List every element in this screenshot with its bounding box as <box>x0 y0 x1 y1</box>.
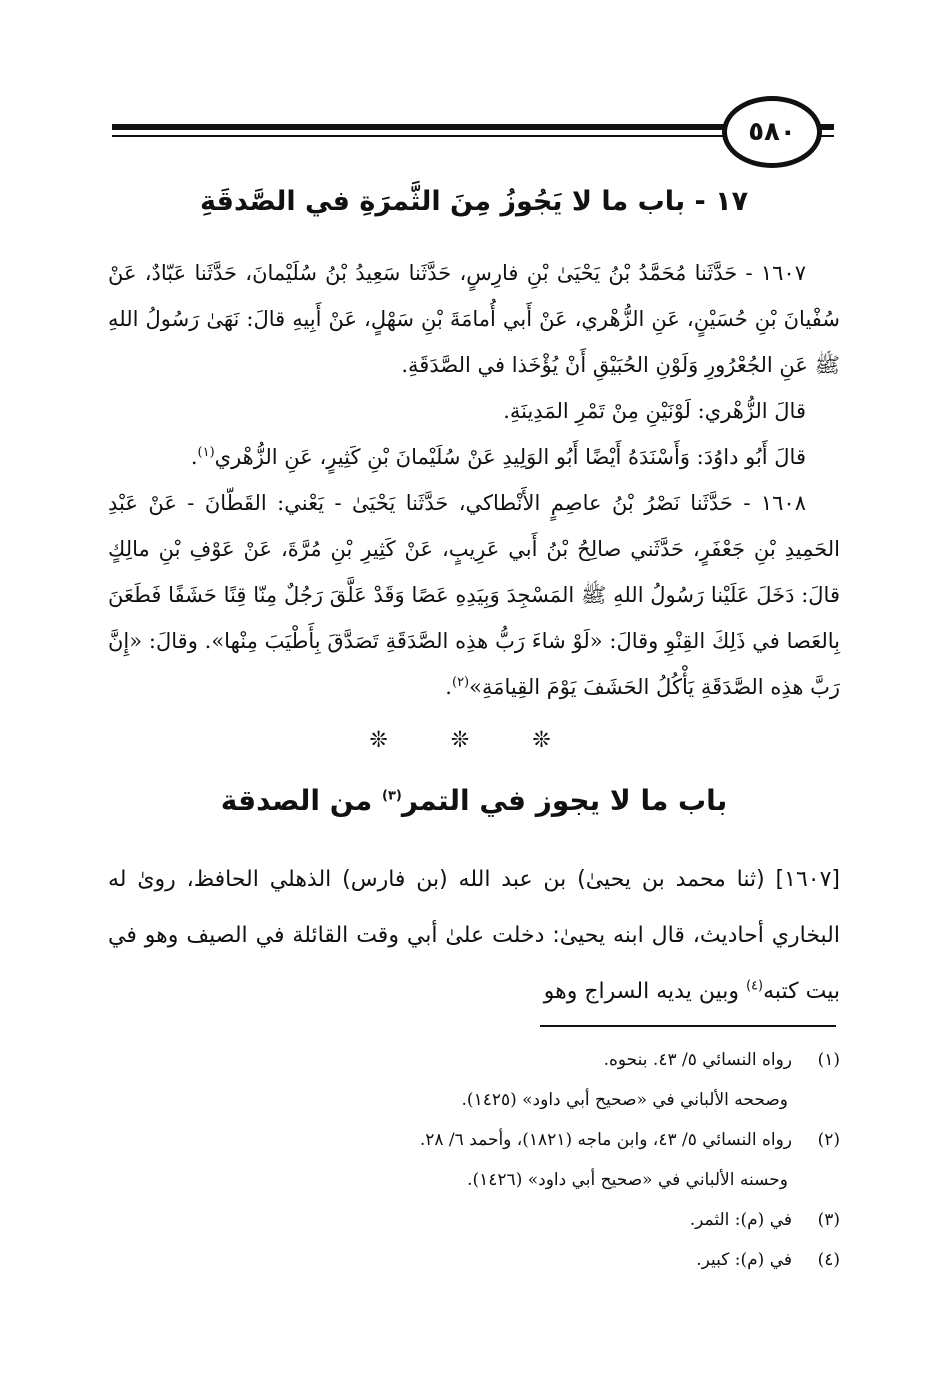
footnote-number: (٢) <box>817 1130 840 1150</box>
hadith-1608-text: ١٦٠٨ - حَدَّثَنا نَصْرُ بْنُ عاصِمٍ الأَنْطاكي، حَدَّثَنا يَحْيَىٰ - يَعْني: القَطّانَ - عَنْ عَبْدِ الحَمِيدِ بْنِ جَعْفَرٍ، حَدَّثَني صالِحُ بْنُ أَبي عَرِيبٍ، عَنْ كَثِيرِ بْنِ مُرَّةَ، عَنْ عَوْفِ بْنِ مالِكٍ قالَ: دَخَلَ عَلَيْنا رَسُولُ اللهِ ﷺ المَسْجِدَ وَبِيَدِهِ عَصًا وَقَدْ عَلَّقَ رَجُلٌ مِنّا قِنًا حَشَفًا فَطَعَنَ بِالعَصا في ذَلِكَ القِنْوِ وقالَ: «لَوْ شاءَ رَبُّ هذِه الصَّدَقَةِ تَصَدَّقَ بِأَطْيَبَ مِنْها». وقالَ: «إِنَّ رَبَّ هذِه الصَّدَقَةِ يَأْكُلُ الحَشَفَ يَوْمَ القِيامَةِ» <box>108 491 840 699</box>
footnote-number: (٣) <box>817 1210 840 1230</box>
footnote-ref-3: (٣) <box>382 788 402 804</box>
footnote-1 <box>150 1040 840 1080</box>
hadith-1607: ١٦٠٧ - حَدَّثَنا مُحَمَّدُ بْنُ يَحْيَىٰ بْنِ فارِسٍ، حَدَّثَنا سَعِيدُ بْنُ سُلَيْمانَ، حَدَّثَنا عَبّادٌ، عَنْ سُفْيانَ بْنِ حُسَيْنٍ، عَنِ الزُّهْري، عَنْ أَبي أُمامَةَ بْنِ سَهْلٍ، عَنْ أَبِيهِ قالَ: نَهَىٰ رَسُولُ اللهِ ﷺ عَنِ الجُعْرُورِ وَلَوْنِ الحُبَيْقِ أَنْ يُؤْخَذا في الصَّدَقَةِ. <box>108 261 840 377</box>
footnote-ref-4: (٤) <box>745 978 764 994</box>
footnote-ref-1: (١) <box>197 445 215 460</box>
commentary-paragraph <box>108 852 840 1020</box>
commentary-heading-part-a: باب ما لا يجوز في التمر <box>401 784 728 817</box>
footnote-number: (٤) <box>817 1250 840 1270</box>
commentary-heading <box>110 784 838 817</box>
hadith-text-block <box>108 250 840 710</box>
commentary-text <box>108 852 840 1020</box>
abu-dawud-text: قالَ أَبُو داوُدَ: وَأَسْنَدَهُ أَيْضًا أَبُو الوَلِيدِ عَنْ سُلَيْمانَ بْنِ كَثِيرٍ، عَنِ الزُّهْري <box>214 445 806 469</box>
abu-dawud-end: . <box>190 445 198 469</box>
footnote-number: (١) <box>817 1050 840 1070</box>
footnotes <box>150 1040 840 1280</box>
footnote-2 <box>150 1120 840 1160</box>
chapter-heading: ١٧ - باب ما لا يَجُوزُ مِنَ الثَّمرَةِ في الصَّدقَةِ <box>199 186 749 217</box>
footnote-text: في (م): كبير. <box>696 1250 792 1270</box>
footnote-separator <box>540 1025 836 1027</box>
footnote-ref-2: (٢) <box>451 675 470 690</box>
hadith-1608 <box>108 480 840 710</box>
section-separator-stars: ❊ ❊ ❊ <box>369 728 579 753</box>
commentary-heading-part-b: من الصدقة <box>220 784 382 817</box>
hadith-1608-end: . <box>445 675 452 699</box>
footnote-3 <box>150 1200 840 1240</box>
footnote-text: رواه النسائي ٥/ ٤٣، وابن ماجه (١٨٢١)، وأحمد ٦/ ٢٨. <box>419 1130 792 1150</box>
footnote-text: رواه النسائي ٥/ ٤٣. بنحوه. <box>603 1050 792 1070</box>
page-number: ٥٨٠ <box>722 96 822 168</box>
zuhri-comment: قالَ الزُّهْري: لَوْنَيْنِ مِنْ تَمْرِ المَدِينَةِ. <box>503 399 806 423</box>
commentary-text-b: وبين يديه السراج وهو <box>543 979 746 1004</box>
footnote-text: في (م): الثمر. <box>689 1210 792 1230</box>
footnote-4 <box>150 1240 840 1280</box>
footnote-1-continuation: وصححه الألباني في «صحيح أبي داود» (١٤٢٥). <box>461 1090 788 1110</box>
abu-dawud-comment <box>108 434 840 480</box>
footnote-2-continuation: وحسنه الألباني في «صحيح أبي داود» (١٤٢٦). <box>467 1170 788 1190</box>
commentary-text-a: [١٦٠٧] (ثنا محمد بن يحيىٰ) بن عبد الله (بن فارس) الذهلي الحافظ، روىٰ له البخاري أحاديث، قال ابنه يحيىٰ: دخلت علىٰ أبي وقت القائلة في الصيف وهو في بيت كتبه <box>108 867 840 1004</box>
